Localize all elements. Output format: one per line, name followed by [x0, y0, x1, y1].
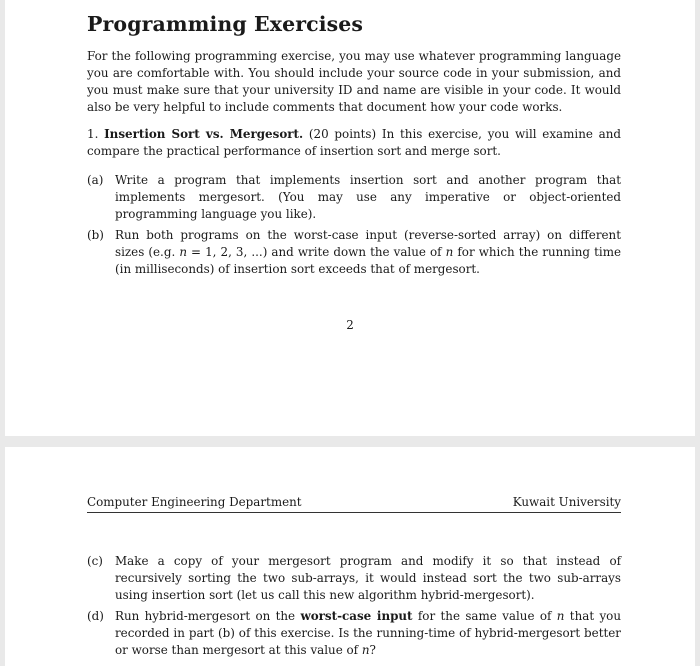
item-label: (b) — [87, 228, 104, 242]
intro-paragraph: For the following programming exercise, you may use whatever programming language you are comfortable with. You should include your source code in your submission, and you must make sure that your university ID and name are visible in your code. It would also be very helpful to include comments that document how your code works. — [87, 49, 621, 114]
item-label: (d) — [87, 609, 104, 623]
header-university: Kuwait University — [512, 495, 621, 509]
page-number: 2 — [346, 318, 354, 332]
item-text-part: that you recorded in part (b) of this exercise. Is the running-time of hybrid-mergesort better or worse than mergesort at this value of — [115, 609, 621, 657]
item-text-bold: worst-case input — [300, 609, 413, 623]
exercise-items-continued — [87, 553, 621, 663]
math-variable: n — [179, 245, 187, 259]
exercise-points: (20 points) — [308, 127, 377, 141]
item-text: Write a program that implements insertion sort and another program that implements mergesort. (You may use any imperative or object-oriented programming language you like). — [115, 173, 621, 221]
item-text-part: for the same value of — [412, 609, 557, 623]
item-label: (c) — [87, 554, 103, 568]
exercise-block — [87, 126, 621, 160]
list-item — [87, 608, 621, 659]
exercise-description: In this exercise, you will examine and compare the practical performance of insertion sort and merge sort. — [87, 127, 622, 158]
item-text-part: ? — [369, 643, 376, 657]
item-text — [115, 227, 621, 278]
section-title: Programming Exercises — [87, 12, 364, 36]
header-department: Computer Engineering Department — [87, 495, 302, 509]
item-text-part: for which the running time (in milliseconds) of insertion sort exceeds that of mergesort. — [115, 245, 622, 276]
item-text-part: = 1, 2, 3, ...) and write down the value of — [186, 245, 446, 259]
list-item — [87, 553, 621, 604]
math-variable: n — [556, 609, 565, 623]
item-text-part: Run hybrid-mergesort on the — [115, 609, 301, 623]
exercise-items — [87, 172, 621, 282]
document-page-1 — [5, 0, 695, 436]
math-variable: n — [361, 643, 370, 657]
item-text-part: Run both programs on the worst-case input (reverse-sorted array) on different sizes (e.g. — [115, 228, 621, 259]
list-item — [87, 172, 621, 223]
list-item — [87, 227, 621, 278]
page-header — [87, 494, 621, 513]
item-label: (a) — [87, 173, 104, 187]
math-variable: n — [445, 245, 454, 259]
item-text — [115, 608, 621, 659]
exercise-paragraph — [87, 126, 621, 160]
exercise-title: Insertion Sort vs. Mergesort. — [104, 127, 304, 141]
item-text: Make a copy of your mergesort program and modify it so that instead of recursively sorting the two sub-arrays, it would instead sort the two sub-arrays using insertion sort (let us call this new algorithm hybrid-mergesort). — [115, 554, 621, 602]
exercise-number: 1. — [87, 127, 99, 141]
document-page-2 — [5, 447, 695, 666]
intro-block — [87, 48, 621, 116]
